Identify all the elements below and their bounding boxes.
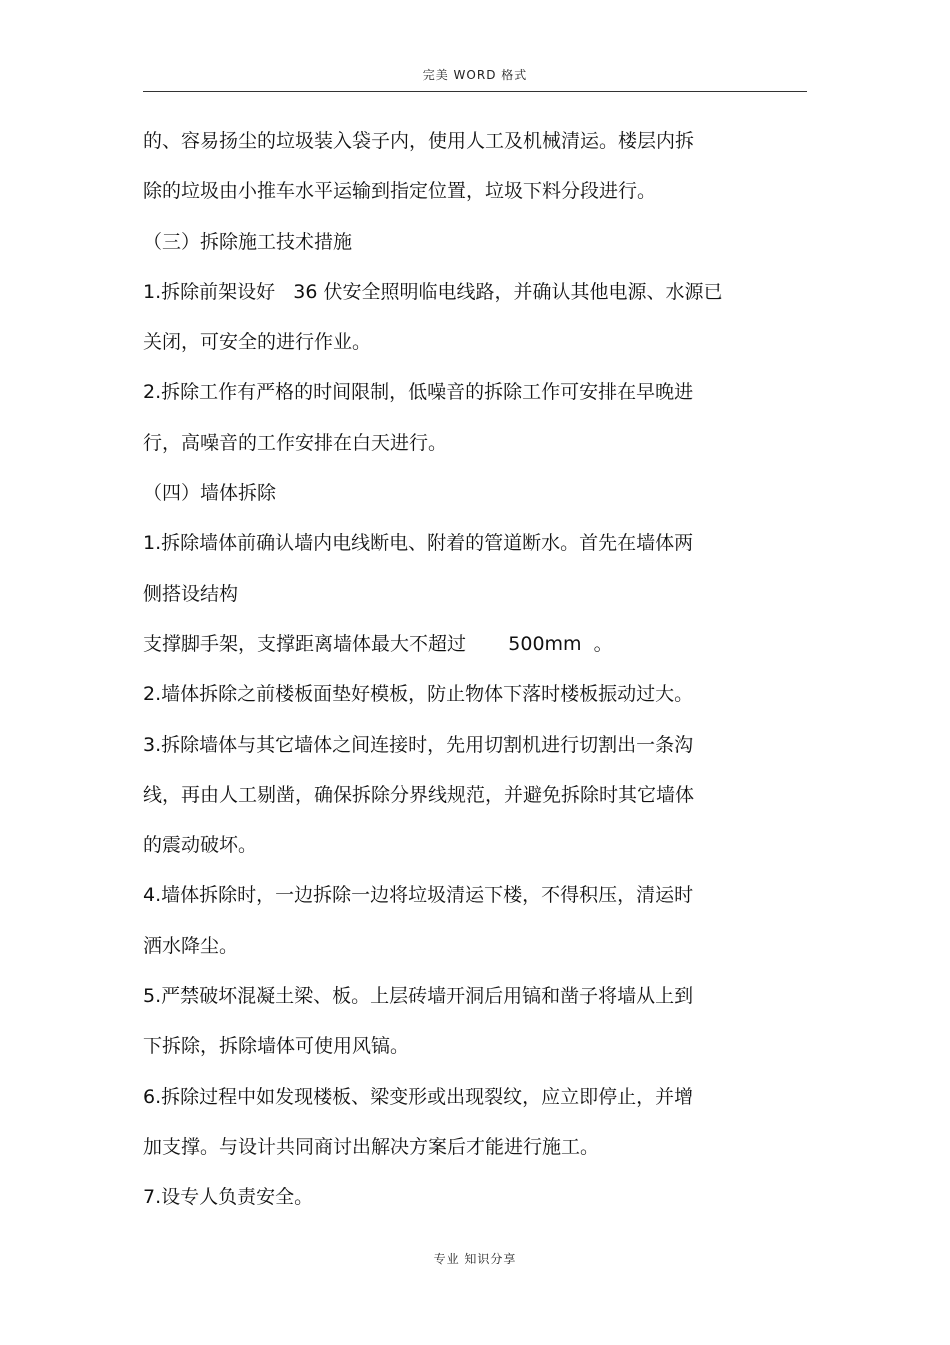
page-header: 完美 WORD 格式 — [422, 68, 528, 82]
text-line: 线，再由人工剔凿，确保拆除分界线规范，并避免拆除时其它墙体 — [143, 783, 695, 806]
document-body — [143, 116, 807, 1223]
text-line: 支撑脚手架，支撑距离墙体最大不超过 500mm 。 — [143, 632, 613, 655]
text-line: 1.拆除墙体前确认墙内电线断电、附着的管道断水。首先在墙体两 — [143, 532, 694, 555]
page-footer: 专业 知识分享 — [433, 1252, 517, 1266]
text-line: 洒水降尘。 — [143, 934, 239, 957]
text-line: 1.拆除前架设好 36 伏安全照明临电线路，并确认其他电源、水源已 — [143, 280, 723, 303]
text-line: 2.墙体拆除之前楼板面垫好模板，防止物体下落时楼板振动过大。 — [143, 683, 694, 706]
section-heading: （四）墙体拆除 — [143, 482, 277, 505]
text-line: 的、容易扬尘的垃圾装入袋子内，使用人工及机械清运。楼层内拆 — [143, 130, 695, 152]
header-divider — [143, 91, 807, 92]
text-line: 7.设专人负责安全。 — [143, 1186, 314, 1209]
text-line: 4.墙体拆除时，一边拆除一边将垃圾清运下楼，不得积压，清运时 — [143, 884, 694, 907]
text-line: 关闭，可安全的进行作业。 — [143, 331, 372, 354]
text-line: 侧搭设结构 — [143, 582, 239, 605]
text-line: 加支撑。与设计共同商讨出解决方案后才能进行施工。 — [143, 1135, 600, 1158]
text-line: 除的垃圾由小推车水平运输到指定位置，垃圾下料分段进行。 — [143, 180, 657, 203]
text-line: 3.拆除墙体与其它墙体之间连接时，先用切割机进行切割出一条沟 — [143, 733, 694, 756]
text-line: 下拆除，拆除墙体可使用风镐。 — [143, 1035, 410, 1058]
text-line: 的震动破坏。 — [143, 834, 258, 857]
text-line: 2.拆除工作有严格的时间限制，低噪音的拆除工作可安排在早晚进 — [143, 381, 694, 404]
section-heading: （三）拆除施工技术措施 — [143, 230, 353, 253]
text-line: 行，高噪音的工作安排在白天进行。 — [143, 431, 448, 454]
text-line: 6.拆除过程中如发现楼板、梁变形或出现裂纹，应立即停止，并增 — [143, 1085, 694, 1108]
text-line: 5.严禁破坏混凝土梁、板。上层砖墙开洞后用镐和凿子将墙从上到 — [143, 985, 694, 1008]
